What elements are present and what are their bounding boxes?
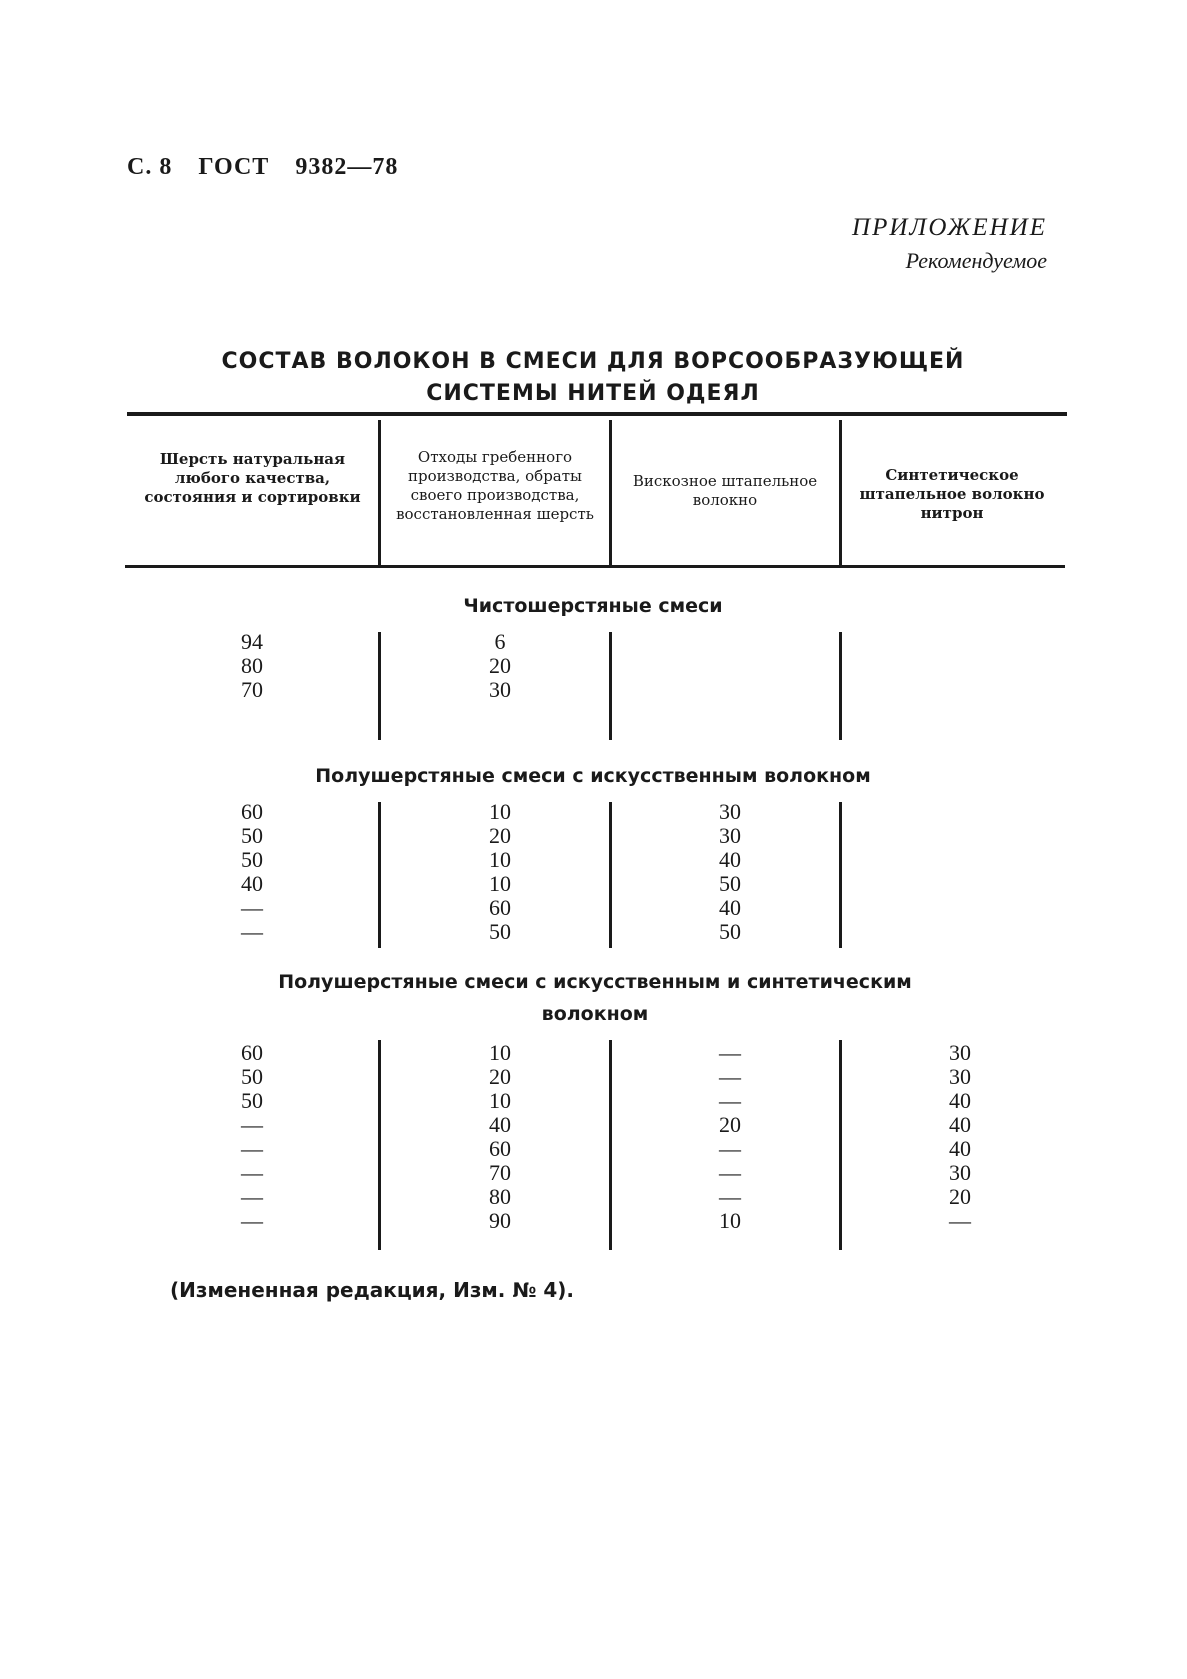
table-cell: 70 [241,677,263,702]
table-cell: 10 [489,847,511,872]
table-cell: 40 [241,871,263,896]
header-divider-3 [839,420,842,565]
table-cell: 20 [489,1064,511,1089]
appendix-label: ПРИЛОЖЕНИЕ [852,214,1047,241]
table-cell: 6 [494,629,506,654]
table-cell: 10 [489,1088,511,1113]
column-divider [839,802,842,948]
table-cell: — [241,1160,263,1185]
table-cell: 90 [489,1208,511,1233]
table-cell: 10 [489,799,511,824]
title-line-1: СОСТАВ ВОЛОКОН В СМЕСИ ДЛЯ ВОРСООБРАЗУЮЩЕЙ [221,349,965,374]
standard-number: 9382—78 [295,154,399,180]
table-cell: — [719,1184,741,1209]
header-wool: Шерсть натуральная любого качества, состояния и сортировки [144,450,361,506]
table-cell: 50 [241,823,263,848]
column-divider [609,802,612,948]
column-divider [378,802,381,948]
s1-col-wool [212,630,292,702]
table-cell: 60 [241,1040,263,1065]
table-cell: — [241,1184,263,1209]
s1-col-waste [460,630,540,702]
table-cell: — [241,895,263,920]
appendix-block [852,214,1047,274]
s2-col-waste [460,800,540,944]
table-cell: 60 [489,1136,511,1161]
table-cell: 20 [489,653,511,678]
table-cell: 10 [719,1208,741,1233]
table-cell: 50 [489,919,511,944]
table-header-rule [125,565,1065,568]
column-divider [609,1040,612,1250]
table-cell: 94 [241,629,263,654]
column-divider [839,1040,842,1250]
header-viscose: Вискозное штапельное волокно [632,472,818,509]
table-cell: 40 [949,1112,971,1137]
table-cell: — [241,1136,263,1161]
table-cell: — [719,1064,741,1089]
table-cell: — [719,1136,741,1161]
s3-col-waste [460,1041,540,1233]
table-top-rule [127,412,1067,416]
table-cell: 40 [489,1112,511,1137]
table-cell: — [241,1112,263,1137]
table-cell: 30 [949,1064,971,1089]
table-cell: 30 [949,1040,971,1065]
table-cell: 50 [719,871,741,896]
table-cell: 60 [241,799,263,824]
s3-col-synthetic [920,1041,1000,1233]
table-cell: 70 [489,1160,511,1185]
column-divider [839,632,842,740]
table-cell: — [241,1208,263,1233]
table-cell: 20 [489,823,511,848]
table-cell: — [949,1208,971,1233]
header-divider-1 [378,420,381,565]
s2-col-wool [212,800,292,944]
table-cell: — [719,1160,741,1185]
table-cell: — [719,1040,741,1065]
table-cell: 30 [949,1160,971,1185]
s2-col-viscose [690,800,770,944]
table-cell: 50 [241,1088,263,1113]
table-cell: 40 [719,895,741,920]
table-cell: 20 [949,1184,971,1209]
column-divider [378,1040,381,1250]
column-divider [378,632,381,740]
table-cell: 40 [949,1136,971,1161]
section-title-semi-wool-artificial: Полушерстяные смеси с искусственным волокном [315,765,871,787]
table-cell: 50 [719,919,741,944]
header-synthetic: Синтетическое штапельное волокно нитрон [859,466,1045,522]
standard-label: ГОСТ [198,154,270,180]
table-cell: 50 [241,1064,263,1089]
section-title-pure-wool: Чистошерстяные смеси [463,595,723,617]
table-cell: 80 [241,653,263,678]
revision-note: (Измененная редакция, Изм. № 4). [170,1278,575,1302]
column-divider [609,632,612,740]
table-cell: 20 [719,1112,741,1137]
table-cell: 30 [719,823,741,848]
table-cell: — [241,919,263,944]
table-cell: 10 [489,871,511,896]
page-header [127,154,424,181]
document-title [120,346,1066,410]
header-waste: Отходы гребенного производства, обраты своего производства, восстановленная шерсть [396,448,594,523]
table-cell: 40 [949,1088,971,1113]
table-cell: 30 [489,677,511,702]
section-title-semi-wool-synthetic: Полушерстяные смеси с искусственным и синтетическим волокном [278,971,912,1025]
table-cell: 80 [489,1184,511,1209]
s3-col-viscose [690,1041,770,1233]
table-cell: 30 [719,799,741,824]
table-cell: — [719,1088,741,1113]
appendix-status: Рекомендуемое [905,248,1047,273]
page-number: С. 8 [127,154,173,180]
table-cell: 60 [489,895,511,920]
s3-col-wool [212,1041,292,1233]
header-divider-2 [609,420,612,565]
table-cell: 50 [241,847,263,872]
table-cell: 10 [489,1040,511,1065]
title-line-2: СИСТЕМЫ НИТЕЙ ОДЕЯЛ [426,381,760,406]
table-cell: 40 [719,847,741,872]
